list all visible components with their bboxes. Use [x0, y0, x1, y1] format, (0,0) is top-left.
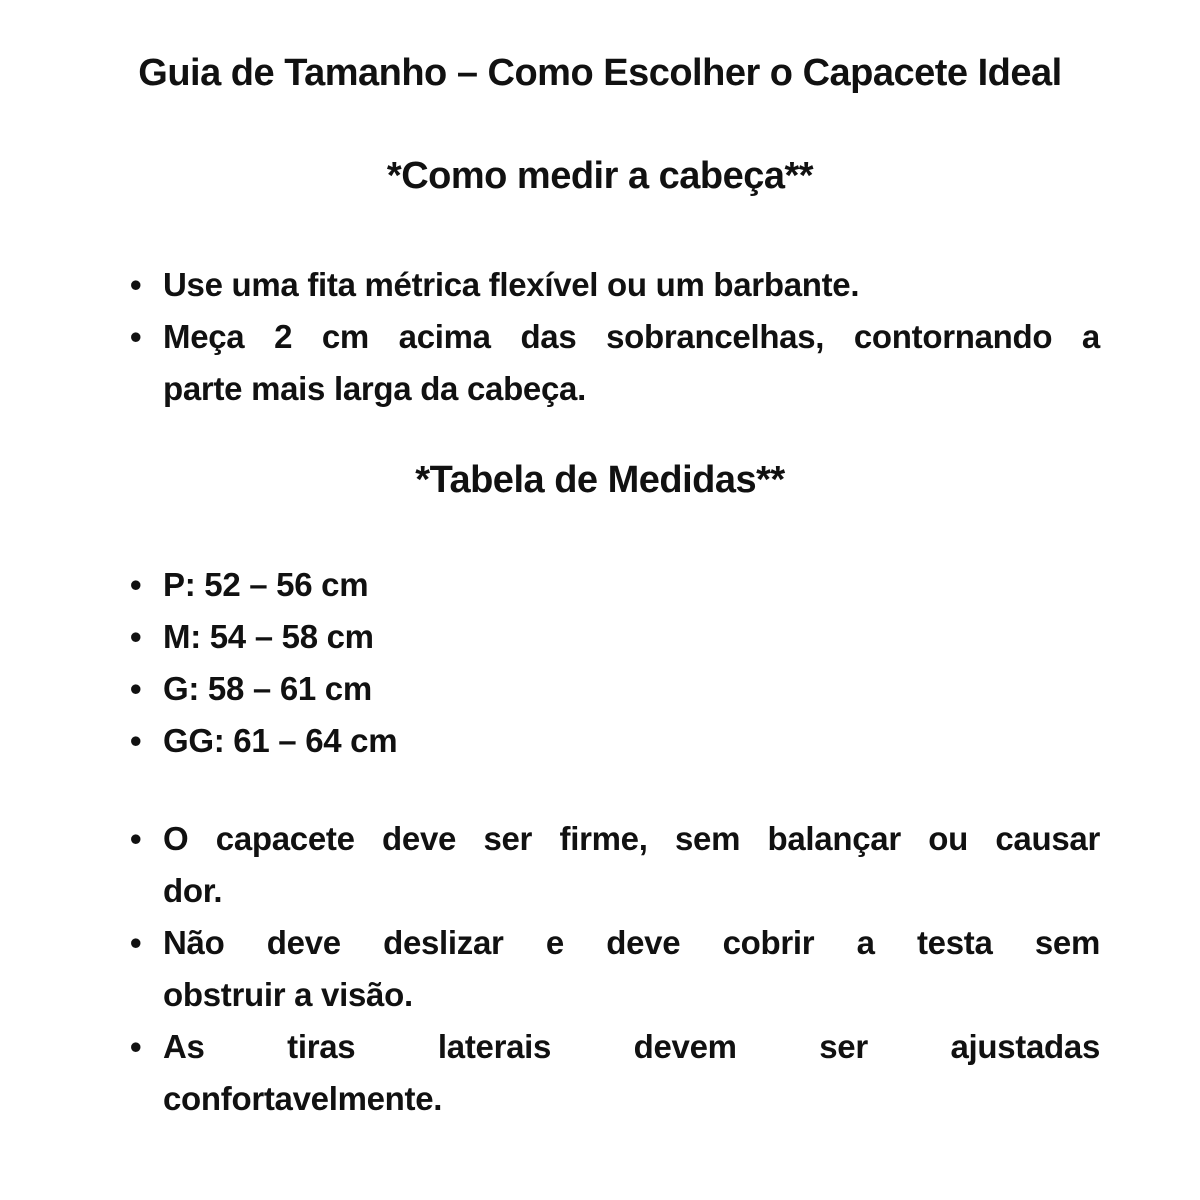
bullet-icon [130, 559, 163, 611]
list-item-line: As tiras laterais devem ser ajustadas [163, 1028, 1100, 1065]
bullet-icon [130, 311, 163, 363]
size-value: GG: 61 – 64 cm [163, 722, 398, 759]
list-item-line: parte mais larga da cabeça. [163, 370, 586, 407]
list-item-size-m [130, 611, 1100, 663]
list-item-line: O capacete deve ser firme, sem balançar ou causar [163, 820, 1100, 857]
measure-list [130, 259, 1100, 415]
list-item-line: obstruir a visão. [163, 976, 413, 1013]
bullet-icon [130, 715, 163, 767]
list-item [130, 311, 1100, 415]
size-value: M: 54 – 58 cm [163, 618, 374, 655]
list-item [130, 259, 1100, 311]
bullet-icon [130, 259, 163, 311]
size-value: P: 52 – 56 cm [163, 566, 369, 603]
list-item [130, 1021, 1100, 1125]
sizes-list [130, 559, 1100, 767]
section-heading-tabela: *Tabela de Medidas** [415, 459, 785, 501]
list-item [130, 813, 1100, 917]
section-heading-como-medir: *Como medir a cabeça** [386, 155, 814, 197]
list-item-line: Meça 2 cm acima das sobrancelhas, contornando a [163, 318, 1100, 355]
list-item-line: dor. [163, 872, 223, 909]
bullet-icon [130, 663, 163, 715]
list-item-line: confortavelmente. [163, 1080, 443, 1117]
list-item-line: Use uma fita métrica flexível ou um barbante. [163, 266, 860, 303]
list-item-size-gg [130, 715, 1100, 767]
list-item-size-g [130, 663, 1100, 715]
bullet-icon [130, 813, 163, 865]
bullet-icon [130, 611, 163, 663]
list-item-size-p [130, 559, 1100, 611]
page-title: Guia de Tamanho – Como Escolher o Capacete Ideal [138, 52, 1062, 94]
list-item [130, 917, 1100, 1021]
bullet-icon [130, 1021, 163, 1073]
fit-list [130, 813, 1100, 1125]
list-item-line: Não deve deslizar e deve cobrir a testa sem [163, 924, 1100, 961]
bullet-icon [130, 917, 163, 969]
size-value: G: 58 – 61 cm [163, 670, 372, 707]
